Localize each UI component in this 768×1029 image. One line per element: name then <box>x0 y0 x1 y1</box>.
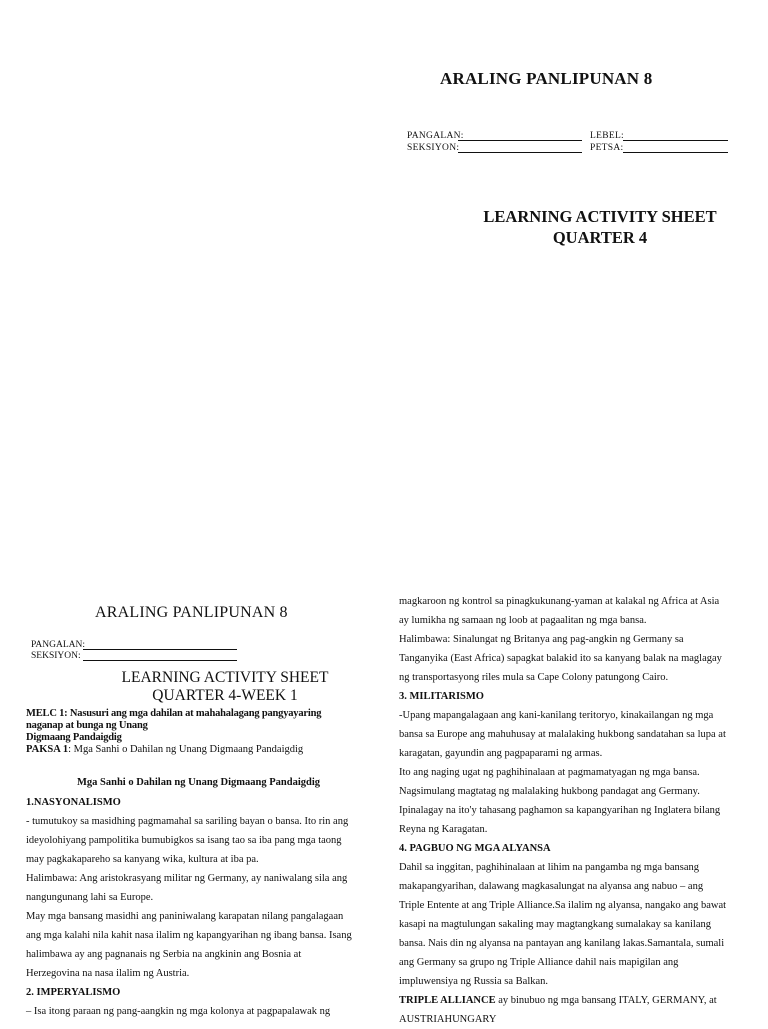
paragraph-line: Reyna ng Karagatan. <box>399 824 488 835</box>
pangalan-label: PANGALAN: <box>407 131 464 141</box>
paragraph-line: - tumutukoy sa masidhing pagmamahal sa sariling bayan o bansa. Ito rin ang <box>26 816 349 827</box>
paksa-label: PAKSA 1 <box>26 744 69 755</box>
austria-hungary-line: AUSTRIAHUNGARY <box>399 1014 497 1025</box>
melc-line: MELC 1: Nasusuri ang mga dahilan at mahahalagang pangyayaring <box>26 708 322 719</box>
paragraph-line: May mga bansang masidhi ang paniniwalang karapatan nilang pangalagaan <box>26 911 344 922</box>
paragraph-line: Halimbawa: Ang aristokrasyang militar ng Germany, ay naniwalang sila ang <box>26 873 348 884</box>
las-line1: LEARNING ACTIVITY SHEET <box>121 669 329 686</box>
paragraph-line: magkaroon ng kontrol sa pinagkukunang-yaman at kalakal ng Africa at Asia <box>399 596 720 607</box>
paksa-line <box>26 744 303 755</box>
paragraph-line: Ipinalagay na ito'y tahasang paghamon sa kapangyarihan ng Inglatera bilang <box>399 805 721 816</box>
paragraph-line: ang Germany sa grupo ng Triple Alliance dahil nais mapigilan ang <box>399 957 679 968</box>
section-subtitle: Mga Sanhi o Dahilan ng Unang Digmaang Pandaigdig <box>76 777 321 788</box>
las-line1: LEARNING ACTIVITY SHEET <box>483 207 717 226</box>
page2-las-heading <box>110 669 340 705</box>
melc-block <box>26 708 371 744</box>
lebel-blank <box>623 140 728 141</box>
petsa-blank <box>623 152 728 153</box>
paragraph-line: Ito ang naging ugat ng paghihinalaan at pagmamatyagan ng mga bansa. <box>399 767 700 778</box>
triple-alliance-label: TRIPLE ALLIANCE <box>399 995 496 1006</box>
paragraph-line: impluwensiya ng Russia sa Balkan. <box>399 976 549 987</box>
section-heading: 2. IMPERYALISMO <box>26 987 121 998</box>
pangalan-label: PANGALAN: <box>31 640 86 650</box>
melc-line: Digmaang Pandaigdig <box>26 732 122 743</box>
paragraph-line: nangungunang lahi sa Europe. <box>26 892 154 903</box>
paragraph-line: -Upang mapangalagaan ang kani-kanilang teritoryo, kinakailangan ng mga <box>399 710 714 721</box>
paragraph-line: ay lumikha ng samaan ng loob at pagaalitan ng mga bansa. <box>399 615 647 626</box>
pangalan-blank <box>83 649 237 650</box>
paragraph-line: Triple Entente at ang Triple Alliance.Sa ilalim ng alyansa, nangako ang bawat <box>399 900 727 911</box>
paragraph-line: may pagkakapareho sa kanyang wika, kultura at iba pa. <box>26 854 259 865</box>
seksiyon-blank <box>458 152 582 153</box>
paragraph-line: Herzegovina na nasa ilalim ng Austria. <box>26 968 190 979</box>
section-heading: 4. PAGBUO NG MGA ALYANSA <box>399 843 551 854</box>
paragraph-line: Tanganyika (East Africa) sapagkat balakid ito sa kanyang balak na maglagay <box>399 653 722 664</box>
lebel-label: LEBEL: <box>590 131 624 141</box>
right-text-column <box>399 592 726 991</box>
paragraph-line: Halimbawa: Sinalungat ng Britanya ang pag-angkin ng Germany sa <box>399 634 684 645</box>
petsa-label: PETSA: <box>590 143 624 153</box>
paragraph-line: Dahil sa inggitan, paghihinalaan at lihim na pangamba ng mga bansang <box>399 862 700 873</box>
paragraph-line: makapangyarihan, dalawang magkasalungat na alyansa ang nabuo – ang <box>399 881 704 892</box>
paksa-text: : Mga Sanhi o Dahilan ng Unang Digmaang Pandaigdig <box>68 744 304 755</box>
paragraph-line: ng transportasyong riles mula sa Cape Colony patungong Cairo. <box>399 672 669 683</box>
paragraph-line: ideyolohiyang pampolitika bumubigkos sa isang tao sa iba pang mga taong <box>26 835 342 846</box>
las-line2: QUARTER 4 <box>552 228 648 247</box>
paragraph-line: karagatan, gayundin ang pagpaparami ng armas. <box>399 748 603 759</box>
triple-alliance-line <box>399 991 717 1029</box>
seksiyon-label: SEKSIYON: <box>31 651 81 661</box>
paragraph-line: bansa sa Europe ang mahuhusay at malalaking hukbong sandatahan sa lupa at <box>399 729 726 740</box>
section-heading: 3. MILITARISMO <box>399 691 484 702</box>
melc-line: naganap at bunga ng Unang <box>26 720 148 731</box>
left-text-column <box>26 793 352 1021</box>
las-line2: QUARTER 4-WEEK 1 <box>152 687 298 704</box>
paragraph-line: halimbawa ay ang pagnanais ng Serbia na angkinin ang Bosnia at <box>26 949 302 960</box>
paragraph-line: – Isa itong paraan ng pang-aangkin ng mga kolonya at pagpapalawak ng <box>26 1006 331 1017</box>
triple-alliance-text: ay binubuo ng mga bansang ITALY, GERMANY, at <box>495 995 717 1006</box>
paragraph-line: ang mga kalahi nila kahit nasa ilalim ng kapangyarihan ng ibang bansa. Isang <box>26 930 352 941</box>
paragraph-line: Nagsimulang magtatag ng malalaking hukbong pandagat ang Germany. <box>399 786 700 797</box>
section-heading: 1.NASYONALISMO <box>26 797 121 808</box>
page1-las-heading <box>440 206 760 248</box>
seksiyon-label: SEKSIYON: <box>407 143 460 153</box>
pangalan-blank <box>458 140 582 141</box>
seksiyon-blank <box>83 660 237 661</box>
paragraph-line: bansa. Nais din ng alyansa na pantayan ang kanilang lakas.Samantala, sumali <box>399 938 725 949</box>
page1-title: ARALING PANLIPUNAN 8 <box>440 69 653 88</box>
page2-title: ARALING PANLIPUNAN 8 <box>95 604 288 621</box>
paragraph-line: kasapi na magtulungan sakaling may magtangkang sumalakay sa kanilang <box>399 919 711 930</box>
